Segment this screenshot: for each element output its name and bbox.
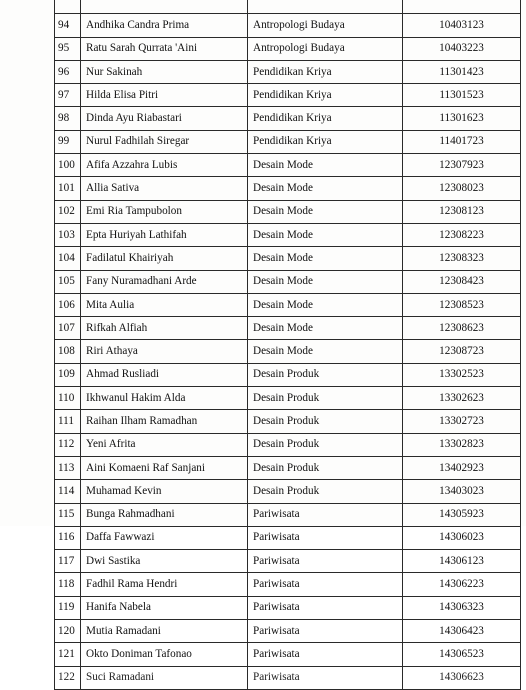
- study-program: [248, 0, 403, 14]
- table-row: [55, 596, 521, 619]
- row-number: 109: [55, 363, 81, 386]
- study-program: Pariwisata: [248, 503, 403, 526]
- row-number: 118: [55, 573, 81, 596]
- student-name: Mutia Ramadani: [81, 620, 248, 643]
- student-name: Andhika Candra Prima: [81, 14, 248, 37]
- row-number: [55, 0, 81, 14]
- table-row: [55, 480, 521, 503]
- student-code: 12308123: [403, 200, 521, 223]
- row-number: 111: [55, 410, 81, 433]
- study-program: Desain Mode: [248, 317, 403, 340]
- student-name: Fadhil Rama Hendri: [81, 573, 248, 596]
- table-row: [55, 620, 521, 643]
- table-row: [55, 200, 521, 223]
- row-number: 95: [55, 37, 81, 60]
- student-name: Ratu Sarah Qurrata 'Aini: [81, 37, 248, 60]
- table-row: [55, 456, 521, 479]
- student-code: 14306123: [403, 550, 521, 573]
- study-program: Antropologi Budaya: [248, 14, 403, 37]
- student-code: 12307923: [403, 154, 521, 177]
- study-program: Pendidikan Kriya: [248, 107, 403, 130]
- row-number: 99: [55, 130, 81, 153]
- table-row: [55, 154, 521, 177]
- table-row: [55, 363, 521, 386]
- study-program: Pariwisata: [248, 526, 403, 549]
- student-name: Muhamad Kevin: [81, 480, 248, 503]
- study-program: Antropologi Budaya: [248, 37, 403, 60]
- table-row: [55, 0, 521, 14]
- student-code: 12308523: [403, 293, 521, 316]
- student-name: Suci Ramadani: [81, 666, 248, 689]
- row-number: 96: [55, 60, 81, 83]
- row-number: 105: [55, 270, 81, 293]
- student-code: 12308023: [403, 177, 521, 200]
- study-program: Desain Produk: [248, 387, 403, 410]
- study-program: Desain Mode: [248, 293, 403, 316]
- table-row: [55, 643, 521, 666]
- row-number: 101: [55, 177, 81, 200]
- study-program: Desain Mode: [248, 270, 403, 293]
- study-program: Pariwisata: [248, 550, 403, 573]
- study-program: Desain Mode: [248, 340, 403, 363]
- study-program: Pariwisata: [248, 596, 403, 619]
- student-name: Dinda Ayu Riabastari: [81, 107, 248, 130]
- student-code: 11401723: [403, 130, 521, 153]
- student-name: Raihan Ilham Ramadhan: [81, 410, 248, 433]
- student-code: 14306023: [403, 526, 521, 549]
- student-name: Hanifa Nabela: [81, 596, 248, 619]
- table-row: [55, 84, 521, 107]
- study-program: Desain Produk: [248, 480, 403, 503]
- student-code: 13302723: [403, 410, 521, 433]
- table-row: [55, 223, 521, 246]
- student-name: Daffa Fawwazi: [81, 526, 248, 549]
- student-code: [403, 0, 521, 14]
- student-code: 12308323: [403, 247, 521, 270]
- student-name: Afifa Azzahra Lubis: [81, 154, 248, 177]
- table-row: [55, 107, 521, 130]
- study-program: Pariwisata: [248, 573, 403, 596]
- study-program: Desain Mode: [248, 177, 403, 200]
- row-number: 112: [55, 433, 81, 456]
- student-name: Rifkah Alfiah: [81, 317, 248, 340]
- study-program: Pariwisata: [248, 666, 403, 689]
- row-number: 113: [55, 456, 81, 479]
- student-name: Ahmad Rusliadi: [81, 363, 248, 386]
- student-name: Ikhwanul Hakim Alda: [81, 387, 248, 410]
- row-number: 103: [55, 223, 81, 246]
- study-program: Desain Mode: [248, 200, 403, 223]
- study-program: Desain Produk: [248, 410, 403, 433]
- student-name: Okto Doniman Tafonao: [81, 643, 248, 666]
- table-row: [55, 270, 521, 293]
- student-code: 11301523: [403, 84, 521, 107]
- student-name: Nurul Fadhilah Siregar: [81, 130, 248, 153]
- student-name: Yeni Afrita: [81, 433, 248, 456]
- student-name: Bunga Rahmadhani: [81, 503, 248, 526]
- student-table-body: [55, 0, 521, 689]
- table-row: [55, 573, 521, 596]
- table-row: [55, 340, 521, 363]
- table-row: [55, 14, 521, 37]
- student-name: Fany Nuramadhani Arde: [81, 270, 248, 293]
- student-name: Allia Sativa: [81, 177, 248, 200]
- table-row: [55, 130, 521, 153]
- table-row: [55, 247, 521, 270]
- student-code: 13302523: [403, 363, 521, 386]
- table-row: [55, 550, 521, 573]
- row-number: 100: [55, 154, 81, 177]
- student-code: 12308223: [403, 223, 521, 246]
- student-name: Riri Athaya: [81, 340, 248, 363]
- student-code: 13302623: [403, 387, 521, 410]
- study-program: Desain Produk: [248, 456, 403, 479]
- row-number: 110: [55, 387, 81, 410]
- row-number: 121: [55, 643, 81, 666]
- student-name: Epta Huriyah Lathifah: [81, 223, 248, 246]
- row-number: 94: [55, 14, 81, 37]
- student-code: 12308423: [403, 270, 521, 293]
- row-number: 116: [55, 526, 81, 549]
- row-number: 102: [55, 200, 81, 223]
- row-number: 119: [55, 596, 81, 619]
- student-name: [81, 0, 248, 14]
- study-program: Pariwisata: [248, 620, 403, 643]
- row-number: 122: [55, 666, 81, 689]
- student-code: 14306623: [403, 666, 521, 689]
- student-name: Aini Komaeni Raf Sanjani: [81, 456, 248, 479]
- row-number: 98: [55, 107, 81, 130]
- table-row: [55, 293, 521, 316]
- student-code: 10403223: [403, 37, 521, 60]
- student-table: [54, 0, 521, 690]
- study-program: Desain Mode: [248, 223, 403, 246]
- student-code: 12308623: [403, 317, 521, 340]
- student-code: 13402923: [403, 456, 521, 479]
- table-row: [55, 666, 521, 689]
- student-name: Fadilatul Khairiyah: [81, 247, 248, 270]
- student-name: Hilda Elisa Pitri: [81, 84, 248, 107]
- student-code: 12308723: [403, 340, 521, 363]
- study-program: Pendidikan Kriya: [248, 130, 403, 153]
- row-number: 104: [55, 247, 81, 270]
- student-code: 14306323: [403, 596, 521, 619]
- student-code: 11301423: [403, 60, 521, 83]
- table-row: [55, 503, 521, 526]
- student-name: Mita Aulia: [81, 293, 248, 316]
- row-number: 108: [55, 340, 81, 363]
- study-program: Pendidikan Kriya: [248, 84, 403, 107]
- student-code: 13403023: [403, 480, 521, 503]
- row-number: 117: [55, 550, 81, 573]
- table-row: [55, 387, 521, 410]
- student-name: Nur Sakinah: [81, 60, 248, 83]
- table-row: [55, 37, 521, 60]
- student-code: 13302823: [403, 433, 521, 456]
- student-code: 11301623: [403, 107, 521, 130]
- row-number: 115: [55, 503, 81, 526]
- table-row: [55, 526, 521, 549]
- row-number: 120: [55, 620, 81, 643]
- student-code: 14306223: [403, 573, 521, 596]
- student-code: 10403123: [403, 14, 521, 37]
- table-row: [55, 317, 521, 340]
- student-code: 14306423: [403, 620, 521, 643]
- student-name: Emi Ria Tampubolon: [81, 200, 248, 223]
- student-code: 14305923: [403, 503, 521, 526]
- study-program: Desain Produk: [248, 363, 403, 386]
- study-program: Pariwisata: [248, 643, 403, 666]
- student-name: Dwi Sastika: [81, 550, 248, 573]
- study-program: Pendidikan Kriya: [248, 60, 403, 83]
- row-number: 114: [55, 480, 81, 503]
- row-number: 106: [55, 293, 81, 316]
- row-number: 107: [55, 317, 81, 340]
- study-program: Desain Produk: [248, 433, 403, 456]
- study-program: Desain Mode: [248, 154, 403, 177]
- table-row: [55, 433, 521, 456]
- study-program: Desain Mode: [248, 247, 403, 270]
- table-row: [55, 410, 521, 433]
- row-number: 97: [55, 84, 81, 107]
- table-row: [55, 60, 521, 83]
- table-row: [55, 177, 521, 200]
- student-code: 14306523: [403, 643, 521, 666]
